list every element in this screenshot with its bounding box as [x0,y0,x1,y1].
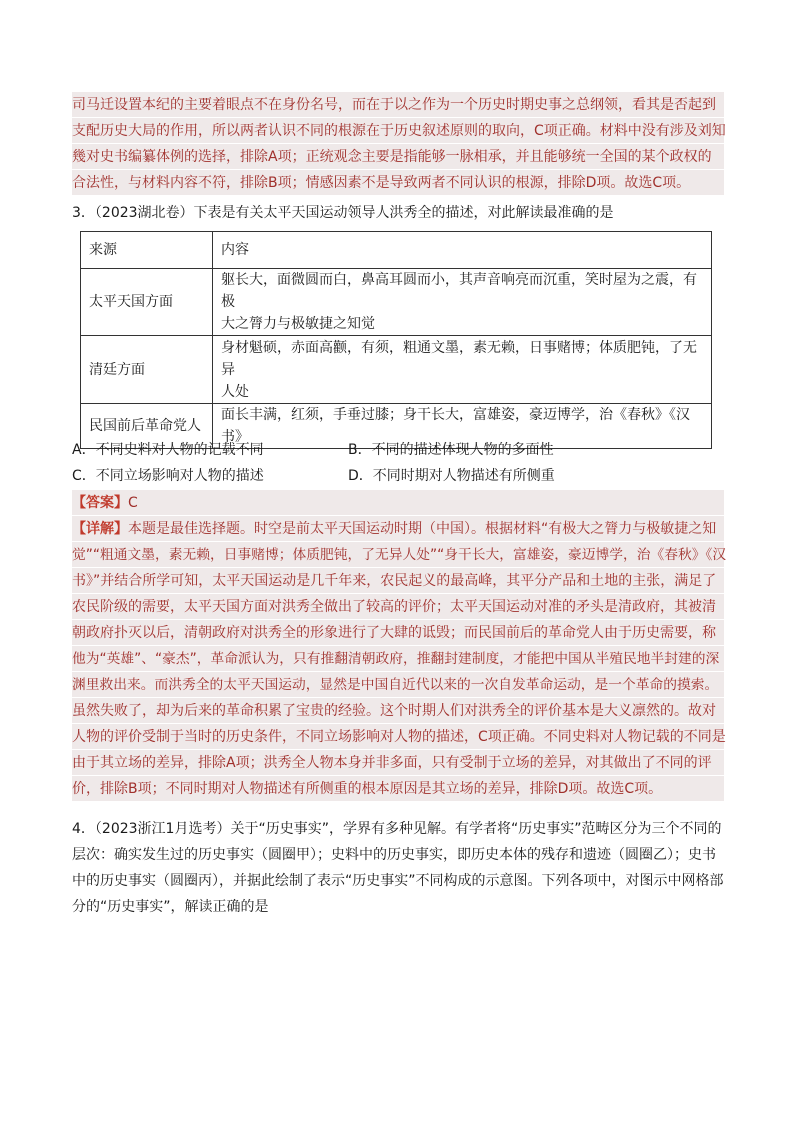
detail-line: 朝政府扑灭以后，清朝政府对洪秀全的形象进行了大肆的诋毁；而民国前后的革命党人由于历史需要，称 [72,625,716,641]
table-row [81,269,712,336]
table-row [81,336,712,404]
detail-line [72,518,716,540]
source-table [80,231,712,449]
detail-line: 书》”并结合所学可知，太平天国运动是几千年来，农民起义的最高峰，其平分产品和土地的主张，满足了 [72,573,717,589]
prev-answer-line: 幾对史书编纂体例的选择，排除A项；正统观念主要是指能够一脉相承，并且能够统一全国的某个政权的 [72,149,712,165]
detail-line: 虽然失败了，却为后来的革命积累了宝贵的经验。这个时期人们对洪秀全的评价基本是大义凛然的。故对 [72,703,716,719]
table-content-line: 面长丰满，红须，手垂过膝；身干长大，富雄姿，豪迈博学，治《春秋》《汉书》 [221,407,690,445]
answer-line [72,492,138,514]
question-4-line: 4．（2023浙江1月选考）关于“历史事实”，学界有多种见解。有学者将“历史事实”范畴区分为三个不同的 [72,821,722,837]
option-d: D．不同时期对人物描述有所侧重 [348,468,555,484]
question-4-line: 层次：确实发生过的历史事实（圆圈甲）；史料中的历史事实，即历史本体的残存和遗迹（圆圈乙）；史书 [72,847,716,863]
answer-label: 【答案】 [72,495,128,511]
detail-line: 渊里救出来。而洪秀全的太平天国运动，显然是中国自近代以来的一次自发革命运动，是一个革命的摸索。 [72,677,719,693]
table-content-line: 身材魁硕，赤面高颧，有须，粗通文墨，素无赖，日事赌博；体质肥钝，了无异 [221,339,697,378]
question-4-line: 中的历史事实（圆圈丙），并据此绘制了表示“历史事实”不同构成的示意图。下列各项中，对图示中网格部 [72,873,724,889]
question-4-line: 分的“历史事实”，解读正确的是 [72,899,269,915]
table-content-line: 大之膂力与极敏捷之知觉 [221,316,375,332]
prev-answer-line: 司马迁设置本纪的主要着眼点不在身份名号，而在于以之作为一个历史时期史事之总纲领，看其是否起到 [72,97,716,113]
table-content-cell [213,336,712,404]
detail-line: 由于其立场的差异，排除A项；洪秀全人物本身并非多面，只有受制于立场的差异，对其做出了不同的评 [72,755,712,771]
table-content-line: 躯长大，面微圆而白，鼻高耳圆而小，其声音响亮而沉重，笑时屋为之震，有极 [221,272,697,310]
option-c: C．不同立场影响对人物的描述 [72,468,264,484]
table-header-row [81,232,712,269]
table-source-cell: 民国前后革命党人 [81,404,213,449]
detail-line: 觉”“粗通文墨，素无赖，日事赌博；体质肥钝，了无异人处”“身干长大，富雄姿，豪迈博学，治《春秋》《汉 [72,547,727,563]
shade-band [72,490,724,515]
table-source-cell: 太平天国方面 [81,269,213,336]
prev-answer-line: 支配历史大局的作用，所以两者认识不同的根源在于历史叙述原则的取向，C项正确。材料中没有涉及刘知 [72,123,726,139]
table-source-cell: 清廷方面 [81,336,213,404]
detail-label: 【详解】 [72,521,128,537]
table-header-cell: 来源 [81,232,213,269]
detail-text: 本题是最佳选择题。时空是前太平天国运动时期（中国）。根据材料“有极大之膂力与极敏捷之知 [128,521,717,537]
option-b: B．不同的描述体现人物的多面性 [348,442,554,458]
table-header-cell: 内容 [213,232,712,269]
option-a: A．不同史料对人物的记载不同 [72,442,264,458]
detail-line: 他为“英雄”、“豪杰”，革命派认为，只有推翻清朝政府，推翻封建制度，才能把中国从半殖民地半封建的深 [72,651,720,667]
question-3-stem: 3．（2023湖北卷）下表是有关太平天国运动领导人洪秀全的描述，对此解读最准确的是 [72,205,614,221]
prev-answer-line: 合法性，与材料内容不符，排除B项；情感因素不是导致两者不同认识的根源，排除D项。故选C项。 [72,175,691,191]
table-content-cell [213,269,712,336]
detail-line: 价，排除B项；不同时期对人物描述有所侧重的根本原因是其立场的差异，排除D项。故选C项。 [72,781,663,797]
detail-line: 农民阶级的需要，太平天国方面对洪秀全做出了较高的评价；太平天国运动对准的矛头是清政府，其被清 [72,599,716,615]
detail-line: 人物的评价受制于当时的历史条件，不同立场影响对人物的描述，C项正确。不同史料对人物记载的不同是 [72,729,726,745]
table-content-line: 人处 [221,383,249,400]
answer-value: C [128,495,138,511]
